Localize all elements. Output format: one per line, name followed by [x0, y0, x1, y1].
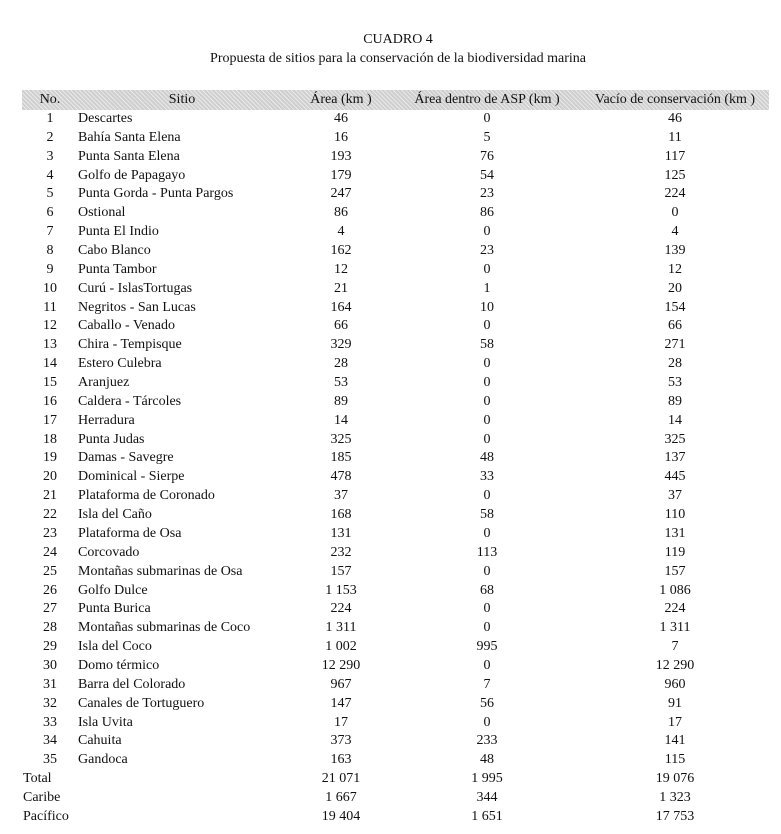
- row-number: 19: [43, 450, 57, 465]
- row-number: 12: [43, 318, 57, 333]
- row-area-asp: 995: [476, 639, 498, 654]
- row-site-name: Negritos - San Lucas: [78, 300, 196, 315]
- summary-label: Pacífico: [23, 809, 69, 824]
- row-vacio: 125: [664, 168, 686, 183]
- summary-area: 1 667: [325, 790, 357, 805]
- summary-label: Total: [23, 771, 52, 786]
- summary-label: Caribe: [23, 790, 61, 805]
- row-area: 37: [334, 488, 348, 503]
- row-site-name: Descartes: [78, 111, 133, 126]
- row-vacio: 17: [668, 715, 682, 730]
- row-number: 32: [43, 696, 57, 711]
- row-area-asp: 0: [483, 488, 491, 503]
- row-area: 185: [330, 450, 352, 465]
- summary-vacio: 17 753: [655, 809, 695, 824]
- row-vacio: 119: [664, 545, 686, 560]
- row-area: 89: [334, 394, 348, 409]
- table-caption-number: CUADRO 4: [363, 32, 433, 47]
- row-area-asp: 0: [483, 715, 491, 730]
- row-area-asp: 0: [483, 601, 491, 616]
- summary-area-asp: 344: [476, 790, 498, 805]
- row-number: 1: [46, 111, 54, 126]
- row-number: 35: [43, 752, 57, 767]
- row-vacio: 445: [664, 469, 686, 484]
- summary-area-asp: 1 651: [471, 809, 503, 824]
- row-number: 3: [46, 149, 54, 164]
- row-site-name: Punta El Indio: [78, 224, 159, 239]
- row-number: 30: [43, 658, 57, 673]
- row-number: 24: [43, 545, 57, 560]
- row-site-name: Curú - IslasTortugas: [78, 281, 193, 296]
- row-vacio: 110: [664, 507, 686, 522]
- row-number: 5: [46, 186, 54, 201]
- row-area-asp: 0: [483, 262, 491, 277]
- row-number: 7: [46, 224, 54, 239]
- row-area-asp: 23: [480, 243, 494, 258]
- row-area-asp: 10: [480, 300, 494, 315]
- row-number: 23: [43, 526, 57, 541]
- row-area-asp: 23: [480, 186, 494, 201]
- row-area: 4: [337, 224, 345, 239]
- table-caption-title: Propuesta de sitios para la conservación de la biodiversidad marina: [210, 51, 586, 66]
- row-area-asp: 48: [480, 450, 494, 465]
- row-vacio: 12: [668, 262, 682, 277]
- header-area: Área (km ): [310, 92, 372, 107]
- summary-area: 19 404: [321, 809, 361, 824]
- row-area: 16: [334, 130, 348, 145]
- row-area: 478: [330, 469, 352, 484]
- row-area: 232: [330, 545, 352, 560]
- row-area-asp: 0: [483, 413, 491, 428]
- row-site-name: Barra del Colorado: [78, 677, 186, 692]
- row-vacio: 117: [664, 149, 686, 164]
- row-area: 193: [330, 149, 352, 164]
- row-number: 10: [43, 281, 57, 296]
- row-vacio: 960: [664, 677, 686, 692]
- row-area-asp: 0: [483, 432, 491, 447]
- row-area: 163: [330, 752, 352, 767]
- row-vacio: 89: [668, 394, 682, 409]
- row-area: 17: [334, 715, 348, 730]
- row-vacio: 224: [664, 601, 686, 616]
- row-area: 46: [334, 111, 348, 126]
- row-number: 25: [43, 564, 57, 579]
- row-area: 1 153: [325, 583, 357, 598]
- row-number: 14: [43, 356, 57, 371]
- row-vacio: 139: [664, 243, 686, 258]
- row-site-name: Cahuita: [78, 733, 122, 748]
- row-vacio: 12 290: [655, 658, 695, 673]
- row-number: 16: [43, 394, 57, 409]
- row-site-name: Chira - Tempisque: [78, 337, 182, 352]
- row-area: 14: [334, 413, 348, 428]
- row-vacio: 325: [664, 432, 686, 447]
- row-area-asp: 86: [480, 205, 494, 220]
- row-area-asp: 0: [483, 224, 491, 239]
- row-site-name: Golfo Dulce: [78, 583, 148, 598]
- row-site-name: Caldera - Tárcoles: [78, 394, 182, 409]
- row-vacio: 154: [664, 300, 686, 315]
- row-vacio: 1 086: [659, 583, 691, 598]
- row-site-name: Punta Gorda - Punta Pargos: [78, 186, 234, 201]
- row-area: 1 002: [325, 639, 357, 654]
- row-area-asp: 5: [483, 130, 491, 145]
- row-number: 29: [43, 639, 57, 654]
- row-number: 11: [43, 300, 57, 315]
- row-area-asp: 68: [480, 583, 494, 598]
- row-area: 66: [334, 318, 348, 333]
- row-site-name: Golfo de Papagayo: [78, 168, 186, 183]
- row-vacio: 20: [668, 281, 682, 296]
- row-vacio: 53: [668, 375, 682, 390]
- row-site-name: Cabo Blanco: [78, 243, 151, 258]
- row-area-asp: 0: [483, 111, 491, 126]
- row-area-asp: 0: [483, 620, 491, 635]
- row-vacio: 1 311: [659, 620, 691, 635]
- row-site-name: Bahía Santa Elena: [78, 130, 181, 145]
- row-number: 17: [43, 413, 57, 428]
- row-area-asp: 0: [483, 658, 491, 673]
- header-area-asp: Área dentro de ASP (km ): [414, 92, 560, 107]
- row-area-asp: 0: [483, 564, 491, 579]
- row-site-name: Isla del Coco: [78, 639, 152, 654]
- row-area: 373: [330, 733, 352, 748]
- row-number: 2: [46, 130, 54, 145]
- row-number: 28: [43, 620, 57, 635]
- row-site-name: Ostional: [78, 205, 126, 220]
- row-vacio: 137: [664, 450, 686, 465]
- row-area-asp: 58: [480, 337, 494, 352]
- row-site-name: Punta Tambor: [78, 262, 157, 277]
- summary-vacio: 19 076: [655, 771, 695, 786]
- row-site-name: Isla del Caño: [78, 507, 152, 522]
- summary-area-asp: 1 995: [471, 771, 503, 786]
- row-number: 9: [46, 262, 54, 277]
- row-area: 179: [330, 168, 352, 183]
- row-area-asp: 33: [480, 469, 494, 484]
- summary-area: 21 071: [321, 771, 361, 786]
- row-site-name: Damas - Savegre: [78, 450, 174, 465]
- row-vacio: 115: [664, 752, 686, 767]
- row-area: 247: [330, 186, 352, 201]
- row-site-name: Punta Santa Elena: [78, 149, 180, 164]
- row-site-name: Estero Culebra: [78, 356, 162, 371]
- row-area-asp: 76: [480, 149, 494, 164]
- row-number: 13: [43, 337, 57, 352]
- row-number: 15: [43, 375, 57, 390]
- row-number: 4: [46, 168, 54, 183]
- row-vacio: 11: [668, 130, 682, 145]
- row-area: 162: [330, 243, 352, 258]
- row-number: 26: [43, 583, 57, 598]
- row-area: 147: [330, 696, 352, 711]
- row-area: 329: [330, 337, 352, 352]
- row-vacio: 14: [668, 413, 682, 428]
- row-area-asp: 54: [480, 168, 494, 183]
- row-site-name: Plataforma de Coronado: [78, 488, 215, 503]
- row-site-name: Montañas submarinas de Osa: [78, 564, 243, 579]
- row-site-name: Dominical - Sierpe: [78, 469, 185, 484]
- row-site-name: Caballo - Venado: [78, 318, 175, 333]
- row-area: 967: [330, 677, 352, 692]
- row-area: 224: [330, 601, 352, 616]
- row-area-asp: 0: [483, 526, 491, 541]
- row-area: 21: [334, 281, 348, 296]
- row-vacio: 46: [668, 111, 682, 126]
- row-area-asp: 113: [476, 545, 498, 560]
- row-vacio: 66: [668, 318, 682, 333]
- row-area: 131: [330, 526, 352, 541]
- row-site-name: Aranjuez: [78, 375, 130, 390]
- row-number: 18: [43, 432, 57, 447]
- row-number: 20: [43, 469, 57, 484]
- summary-vacio: 1 323: [659, 790, 691, 805]
- header-no: No.: [39, 92, 61, 107]
- row-area: 12 290: [321, 658, 361, 673]
- row-vacio: 131: [664, 526, 686, 541]
- row-site-name: Herradura: [78, 413, 135, 428]
- row-area: 12: [334, 262, 348, 277]
- row-area-asp: 56: [480, 696, 494, 711]
- row-area-asp: 0: [483, 318, 491, 333]
- row-number: 33: [43, 715, 57, 730]
- row-area-asp: 0: [483, 375, 491, 390]
- row-number: 34: [43, 733, 57, 748]
- row-area-asp: 233: [476, 733, 498, 748]
- row-area: 53: [334, 375, 348, 390]
- row-vacio: 28: [668, 356, 682, 371]
- row-number: 31: [43, 677, 57, 692]
- row-site-name: Plataforma de Osa: [78, 526, 182, 541]
- row-area-asp: 7: [483, 677, 491, 692]
- row-vacio: 224: [664, 186, 686, 201]
- row-area-asp: 0: [483, 356, 491, 371]
- row-vacio: 4: [671, 224, 679, 239]
- row-number: 8: [46, 243, 54, 258]
- row-area: 325: [330, 432, 352, 447]
- row-site-name: Montañas submarinas de Coco: [78, 620, 251, 635]
- row-site-name: Canales de Tortuguero: [78, 696, 205, 711]
- header-vacio: Vacío de conservación (km ): [594, 92, 756, 107]
- row-number: 27: [43, 601, 57, 616]
- row-site-name: Punta Burica: [78, 601, 151, 616]
- row-vacio: 271: [664, 337, 686, 352]
- row-number: 21: [43, 488, 57, 503]
- row-vacio: 37: [668, 488, 682, 503]
- row-area-asp: 48: [480, 752, 494, 767]
- row-number: 22: [43, 507, 57, 522]
- row-site-name: Corcovado: [78, 545, 140, 560]
- row-area: 86: [334, 205, 348, 220]
- row-area-asp: 58: [480, 507, 494, 522]
- row-site-name: Domo térmico: [78, 658, 160, 673]
- row-area: 28: [334, 356, 348, 371]
- row-vacio: 141: [664, 733, 686, 748]
- row-area-asp: 0: [483, 394, 491, 409]
- row-vacio: 7: [671, 639, 679, 654]
- row-area-asp: 1: [483, 281, 491, 296]
- row-area: 168: [330, 507, 352, 522]
- row-site-name: Punta Judas: [78, 432, 145, 447]
- row-vacio: 0: [671, 205, 679, 220]
- row-vacio: 91: [668, 696, 682, 711]
- row-site-name: Isla Uvita: [78, 715, 133, 730]
- header-sitio: Sitio: [168, 92, 196, 107]
- row-area: 1 311: [325, 620, 357, 635]
- row-number: 6: [46, 205, 54, 220]
- row-vacio: 157: [664, 564, 686, 579]
- row-site-name: Gandoca: [78, 752, 128, 767]
- row-area: 157: [330, 564, 352, 579]
- row-area: 164: [330, 300, 352, 315]
